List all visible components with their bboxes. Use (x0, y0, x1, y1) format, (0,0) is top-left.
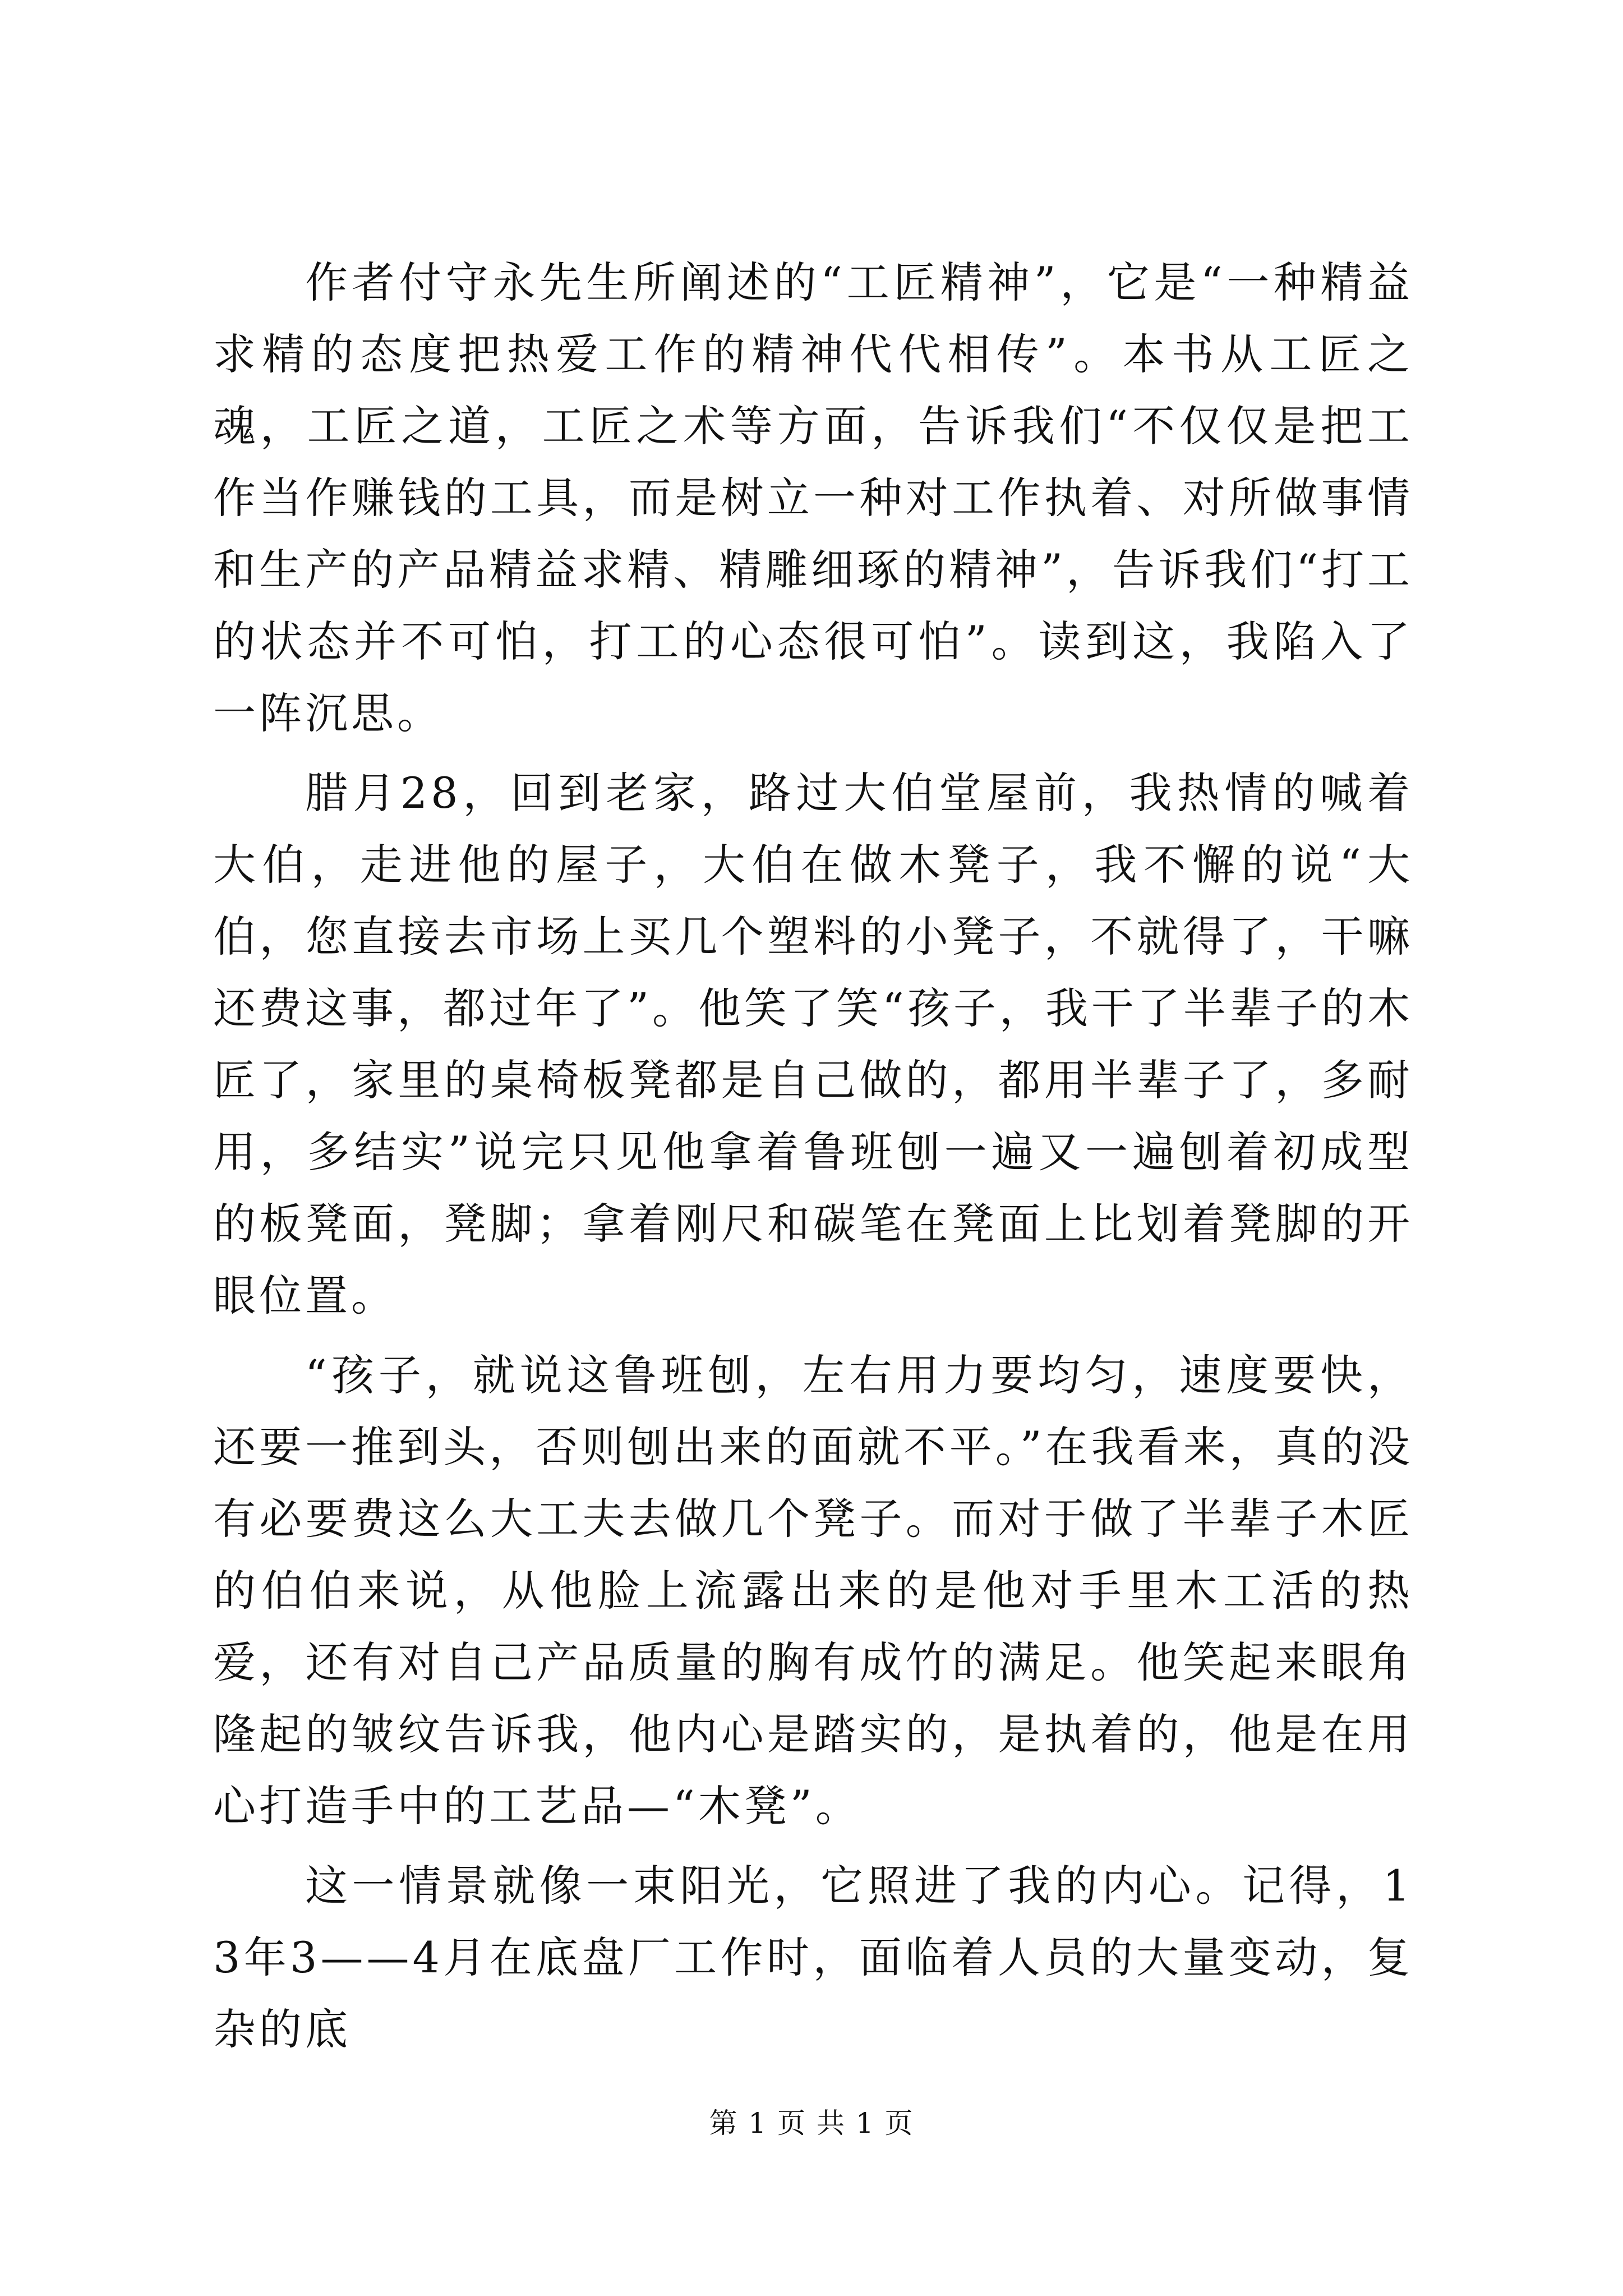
paragraph-3: “孩子，就说这鲁班刨，左右用力要均匀，速度要快，还要一推到头，否则刨出来的面就不平。”在我看来，真的没有必要费这么大工夫去做几个凳子。而对于做了半辈子木匠的伯伯来说，从他脸上流露出来的是他对手里木工活的热爱，还有对自己产品质量的胸有成竹的满足。他笑起来眼角隆起的皱纹告诉我，他内心是踏实的，是执着的，他是在用心打造手中的工艺品—“木凳”。 (213, 1350, 1413, 1831)
page-footer: 第 1 页 共 1 页 (709, 2107, 914, 2139)
paragraph-2: 腊月28，回到老家，路过大伯堂屋前，我热情的喊着大伯，走进他的屋子，大伯在做木凳子，我不懈的说“大伯，您直接去市场上买几个塑料的小凳子，不就得了，干嘛还费这事，都过年了”。他笑了笑“孩子，我干了半辈子的木匠了，家里的桌椅板凳都是自己做的，都用半辈子了，多耐用，多结实”说完只见他拿着鲁班刨一遍又一遍刨着初成型的板凳面，凳脚；拿着刚尺和碳笔在凳面上比划着凳脚的开眼位置。 (213, 768, 1413, 1320)
paragraph-4: 这一情景就像一束阳光，它照进了我的内心。记得，13年3——4月在底盘厂工作时，面临着人员的大量变动，复杂的底 (213, 1861, 1413, 2054)
paragraph-1: 作者付守永先生所阐述的“工匠精神”，它是“一种精益求精的态度把热爱工作的精神代代相传”。本书从工匠之魂，工匠之道，工匠之术等方面，告诉我们“不仅仅是把工作当作赚钱的工具，而是树立一种对工作执着、对所做事情和生产的产品精益求精、精雕细琢的精神”，告诉我们“打工的状态并不可怕，打工的心态很可怕”。读到这，我陷入了一阵沉思。 (213, 257, 1413, 738)
document-body (213, 247, 1413, 2065)
